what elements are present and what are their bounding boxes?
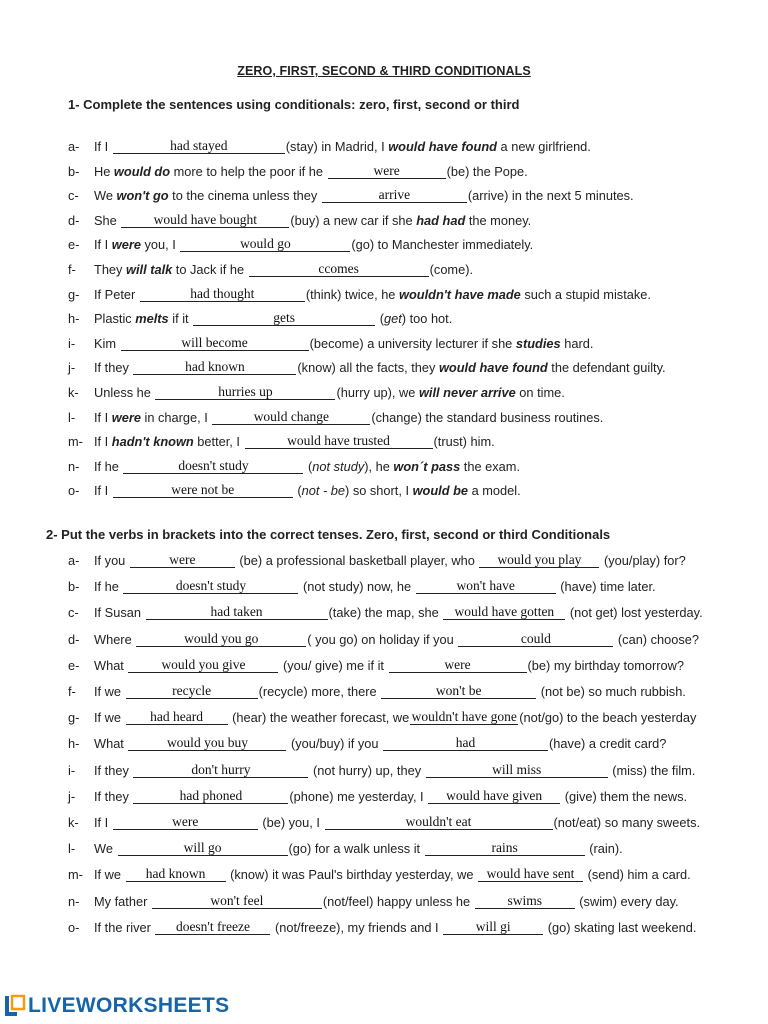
answer-blank[interactable] [136, 631, 306, 647]
sentence-text: had had [416, 212, 466, 228]
section2-sentence [68, 707, 696, 729]
answer-blank[interactable] [428, 788, 560, 804]
worksheet-title: ZERO, FIRST, SECOND & THIRD CONDITIONALS [237, 64, 531, 78]
sentence-text: (have) a credit card? [549, 736, 667, 752]
answer-blank[interactable] [245, 433, 433, 449]
answer-text: gets [273, 310, 296, 326]
answer-blank[interactable] [328, 163, 446, 179]
section1-sentence [68, 480, 521, 502]
sentence-text: if it [168, 311, 193, 327]
sentence-label: h- [68, 311, 80, 327]
section1-sentence [68, 259, 473, 281]
sentence-label: d- [68, 631, 80, 647]
sentence-label: o- [68, 919, 80, 935]
sentence-text: won´t pass [393, 458, 461, 474]
sentence-text: would be [412, 483, 469, 499]
sentence-text: a new girlfriend. [496, 139, 591, 154]
section2-sentence [68, 629, 699, 651]
section1-sentence [68, 431, 495, 453]
answer-blank[interactable] [140, 286, 305, 302]
section1-sentence [68, 161, 528, 183]
sentence-text: If they [94, 788, 133, 804]
answer-blank[interactable] [152, 893, 322, 909]
answer-text: rains [491, 840, 518, 856]
sentence-text: better, I [193, 434, 244, 450]
sentence-label: n- [68, 458, 80, 474]
answer-text: hurries up [218, 384, 273, 399]
answer-text: swims [507, 892, 542, 908]
answer-text: would have trusted [287, 433, 390, 449]
sentence-text: If they [94, 762, 133, 778]
section2-sentence [68, 733, 666, 755]
answer-text: had thought [190, 285, 255, 301]
answer-text: recycle [172, 683, 212, 698]
answer-blank[interactable] [383, 735, 548, 751]
sentence-label: k- [68, 385, 79, 400]
sentence-text: Kim [94, 335, 120, 351]
sentence-text: (give) them the news. [561, 788, 688, 804]
answer-blank[interactable] [123, 578, 298, 594]
section1-sentence [68, 382, 565, 404]
sentence-text: (be) the Pope. [446, 163, 528, 179]
answer-text: won't be [435, 683, 482, 698]
answer-text: would have bought [153, 211, 258, 227]
sentence-text: (rain). [585, 841, 623, 857]
sentence-text: won't go [116, 188, 169, 204]
answer-blank[interactable] [121, 335, 309, 351]
sentence-text: get [383, 311, 402, 327]
sentence-text: If they [94, 360, 133, 376]
sentence-text: He [94, 163, 114, 179]
sentence-text: (miss) the film. [608, 762, 696, 778]
sentence-text: ), he [364, 458, 394, 474]
sentence-text: ) so short, I [345, 483, 413, 499]
sentence-text: If we [94, 867, 125, 883]
answer-text: had stayed [170, 138, 228, 153]
sentence-text: (you/ give) me if it [279, 657, 388, 673]
section1-sentence [68, 210, 531, 232]
sentence-text: to the cinema unless they [168, 188, 321, 204]
sentence-text: If I [94, 815, 112, 830]
answer-blank[interactable] [322, 187, 467, 203]
sentence-text: a model. [468, 483, 521, 499]
sentence-text: If I [94, 237, 112, 253]
sentence-label: c- [68, 605, 79, 621]
answer-blank[interactable] [325, 814, 553, 830]
section1-sentence [68, 136, 591, 158]
answer-blank[interactable] [128, 735, 286, 751]
sentence-label: d- [68, 212, 80, 228]
answer-blank[interactable] [146, 604, 328, 620]
answer-blank[interactable] [126, 683, 258, 699]
sentence-label: m- [68, 867, 83, 883]
answer-text: wouldn't have gone [411, 709, 517, 725]
sentence-text: to Jack if he [172, 262, 248, 277]
sentence-text: you, I [140, 237, 180, 253]
sentence-text: If Susan [94, 605, 145, 621]
answer-text: would go [240, 236, 291, 252]
answer-text: would have given [446, 787, 543, 803]
sentence-text: (not/go) to the beach yesterday [519, 710, 697, 726]
sentence-text: not - be [301, 483, 346, 499]
sentence-text: If the river [94, 919, 155, 935]
sentence-label: b- [68, 163, 80, 179]
answer-text: would change [253, 408, 330, 424]
sentence-text: (go) for a walk unless it [288, 841, 424, 857]
sentence-text: (not/eat) so many sweets. [553, 815, 701, 830]
sentence-text: (become) a university lecturer if she [309, 335, 516, 351]
sentence-label: c- [68, 188, 79, 204]
sentence-text: Plastic [94, 311, 136, 327]
sentence-text: (phone) me yesterday, I [289, 788, 428, 804]
sentence-text: (send) him a card. [584, 867, 691, 883]
section1-sentence [68, 284, 651, 306]
answer-text: were [169, 552, 196, 567]
sentence-label: g- [68, 286, 80, 302]
sentence-text: (arrive) in the next 5 minutes. [467, 188, 634, 204]
sentence-text: We [94, 188, 117, 204]
answer-text: were [373, 162, 400, 178]
sentence-text: (think) twice, he [305, 286, 399, 302]
answer-blank[interactable] [193, 310, 375, 326]
answer-blank[interactable] [475, 893, 575, 909]
sentence-text: in charge, I [140, 409, 212, 425]
sentence-text: (stay) in Madrid, I [285, 139, 389, 154]
sentence-text: (go) skating last weekend. [544, 919, 697, 935]
sentence-label: a- [68, 553, 80, 568]
sentence-text: ( you go) on holiday if you [307, 631, 458, 647]
answer-blank[interactable] [113, 814, 258, 830]
sentence-text: (recycle) more, there [258, 684, 381, 699]
answer-blank[interactable] [381, 683, 536, 699]
sentence-text: If I [94, 409, 112, 425]
sentence-text: She [94, 212, 121, 228]
liveworksheets-logo[interactable] [4, 994, 229, 1018]
answer-blank[interactable] [118, 840, 288, 856]
section1-heading: 1- Complete the sentences using conditionals: zero, first, second or third [68, 97, 520, 112]
sentence-label: l- [68, 841, 76, 857]
section1-sentence [68, 333, 593, 355]
answer-text: would have sent [486, 866, 575, 882]
sentence-label: m- [68, 434, 83, 450]
sentence-text: hadn't known [111, 434, 194, 450]
answer-text: would you give [161, 656, 246, 672]
sentence-text: My father [94, 893, 151, 909]
answer-text: will miss [492, 761, 542, 777]
sentence-text: If he [94, 458, 123, 474]
answer-text: would you buy [166, 735, 248, 751]
answer-text: had taken [210, 604, 263, 620]
sentence-text: If you [94, 553, 129, 568]
answer-text: won't have [456, 578, 515, 594]
answer-text: were [444, 656, 471, 672]
sentence-text: They [94, 262, 127, 277]
section2-sentence [68, 812, 700, 834]
sentence-label: a- [68, 139, 80, 154]
answer-blank[interactable] [123, 458, 303, 474]
section1-sentence [68, 234, 533, 256]
sentence-text: (take) the map, she [328, 605, 443, 621]
sentence-label: i- [68, 335, 76, 351]
answer-text: will become [181, 334, 248, 350]
sentence-text: not study [312, 458, 365, 474]
answer-blank[interactable] [130, 552, 235, 568]
answer-text: would you go [184, 630, 259, 646]
sentence-text: would have found [438, 360, 548, 376]
sentence-text: (you/play) for? [600, 553, 686, 568]
answer-text: had [455, 735, 476, 751]
sentence-text: hard. [560, 335, 594, 351]
sentence-text: (not/freeze), my friends and I [271, 919, 443, 935]
sentence-text: If we [94, 684, 125, 699]
sentence-text: melts [135, 311, 169, 327]
sentence-text: studies [515, 335, 561, 351]
sentence-text: If I [94, 434, 112, 450]
sentence-text: the exam. [460, 458, 520, 474]
sentence-text: (hear) the weather forecast, we [228, 710, 410, 726]
liveworksheets-logo-text: LIVEWORKSHEETS [28, 994, 230, 1017]
sentence-text: ( [293, 483, 302, 499]
sentence-text: (not hurry) up, they [309, 762, 425, 778]
sentence-text: (be) my birthday tomorrow? [527, 657, 684, 673]
sentence-text: on time. [515, 385, 565, 400]
sentence-text: (be) a professional basketball player, who [235, 553, 479, 568]
sentence-label: i- [68, 762, 76, 778]
answer-text: will gi [475, 918, 511, 934]
section2-sentence [68, 655, 684, 677]
answer-text: doesn't study [175, 578, 247, 594]
section1-sentence [68, 308, 452, 330]
sentence-text: such a stupid mistake. [520, 286, 651, 302]
section2-sentence [68, 576, 656, 598]
section1-sentence [68, 357, 666, 379]
answer-text: doesn't study [178, 457, 249, 473]
sentence-text: will never arrive [418, 385, 516, 400]
answer-text: would you play [497, 552, 582, 567]
sentence-text: wouldn't have made [398, 286, 521, 302]
answer-text: doesn't freeze [175, 918, 250, 934]
answer-text: had known [145, 866, 206, 882]
answer-text: were not be [171, 482, 235, 498]
section2-sentence [68, 681, 686, 703]
sentence-label: e- [68, 237, 80, 253]
sentence-text: (not study) now, he [299, 579, 415, 595]
section2-sentence [68, 550, 686, 572]
liveworksheets-logo-icon [4, 994, 26, 1018]
answer-blank[interactable] [249, 261, 429, 277]
sentence-text: If I [94, 139, 112, 154]
sentence-text: What [94, 736, 128, 752]
section2-sentence [68, 786, 687, 808]
sentence-text: (trust) him. [433, 434, 495, 450]
sentence-text: (not be) so much rubbish. [537, 684, 686, 699]
section2-sentence [68, 891, 679, 913]
answer-blank[interactable] [126, 709, 228, 725]
sentence-label: g- [68, 710, 80, 726]
answer-blank[interactable] [389, 657, 527, 673]
answer-blank[interactable] [410, 709, 518, 725]
sentence-text: (be) you, I [258, 815, 324, 830]
answer-blank[interactable] [416, 578, 556, 594]
answer-blank[interactable] [113, 138, 285, 154]
answer-blank[interactable] [425, 840, 585, 856]
sentence-text: would do [113, 163, 171, 179]
section1-sentence [68, 456, 520, 478]
answer-text: had phoned [179, 787, 243, 803]
sentence-label: l- [68, 409, 76, 425]
sentence-text: the defendant guilty. [547, 360, 666, 376]
answer-blank[interactable] [113, 482, 293, 498]
sentence-text: were [111, 409, 141, 425]
answer-text: would have gotten [454, 604, 555, 620]
sentence-text: We [94, 841, 117, 857]
sentence-label: f- [68, 684, 76, 699]
sentence-text: would have found [388, 139, 497, 154]
sentence-text: (have) time later. [556, 579, 656, 595]
sentence-text: If Peter [94, 286, 139, 302]
sentence-text: If we [94, 710, 125, 726]
answer-blank[interactable] [212, 409, 370, 425]
sentence-text: will talk [126, 262, 173, 277]
sentence-text: (go) to Manchester immediately. [351, 237, 534, 253]
sentence-label: k- [68, 815, 79, 830]
answer-text: don't hurry [191, 761, 251, 777]
answer-text: ccomes [318, 261, 359, 276]
answer-blank[interactable] [458, 631, 613, 647]
answer-blank[interactable] [478, 866, 583, 882]
answer-blank[interactable] [479, 552, 599, 568]
section2-sentence [68, 602, 703, 624]
sentence-label: j- [68, 360, 76, 376]
section1-sentence [68, 407, 603, 429]
sentence-text: the money. [465, 212, 532, 228]
sentence-label: n- [68, 893, 80, 909]
sentence-label: f- [68, 262, 76, 277]
sentence-text: (swim) every day. [575, 893, 679, 909]
answer-text: had known [185, 359, 245, 375]
sentence-label: h- [68, 736, 80, 752]
sentence-label: o- [68, 483, 80, 499]
section2-sentence [68, 838, 623, 860]
sentence-text: (know) all the facts, they [297, 360, 439, 376]
sentence-text: What [94, 657, 128, 673]
section2-sentence [68, 917, 696, 939]
sentence-text: (buy) a new car if she [290, 212, 417, 228]
answer-blank[interactable] [443, 919, 543, 935]
answer-blank[interactable] [155, 384, 335, 400]
answer-text: won't feel [210, 892, 264, 908]
answer-blank[interactable] [155, 919, 270, 935]
answer-blank[interactable] [133, 762, 308, 778]
answer-text: had heard [150, 709, 204, 725]
sentence-text: (change) the standard business routines. [371, 409, 604, 425]
answer-blank[interactable] [180, 236, 350, 252]
sentence-text: (know) it was Paul's birthday yesterday, we [226, 867, 478, 883]
sentence-text: ( [304, 458, 313, 474]
sentence-text: If I [94, 483, 112, 499]
sentence-label: j- [68, 788, 76, 804]
section2-heading: 2- Put the verbs in brackets into the correct tenses. Zero, first, second or third Conditionals [46, 527, 611, 542]
sentence-text: were [111, 237, 141, 253]
answer-blank[interactable] [443, 604, 565, 620]
sentence-text: (come). [429, 262, 474, 277]
sentence-text: more to help the poor if he [170, 163, 327, 179]
section2-sentence [68, 760, 695, 782]
sentence-text: (can) choose? [614, 631, 700, 647]
sentence-label: b- [68, 579, 80, 595]
answer-text: will go [183, 840, 222, 856]
sentence-text: (you/buy) if you [287, 736, 383, 752]
sentence-label: e- [68, 657, 80, 673]
sentence-text: (hurry up), we [336, 385, 419, 400]
sentence-text: Where [94, 631, 136, 647]
answer-blank[interactable] [121, 212, 289, 228]
answer-blank[interactable] [426, 762, 608, 778]
answer-text: could [520, 630, 551, 646]
section1-sentence [68, 185, 634, 207]
sentence-text: (not/feel) happy unless he [322, 893, 474, 909]
answer-text: were [172, 814, 199, 829]
sentence-text: ) too hot. [401, 311, 453, 327]
answer-blank[interactable] [128, 657, 278, 673]
answer-blank[interactable] [126, 866, 226, 882]
sentence-text: If he [94, 579, 123, 595]
sentence-text: Unless he [94, 385, 155, 400]
sentence-text: (not get) lost yesterday. [566, 605, 703, 621]
answer-text: arrive [378, 187, 411, 203]
answer-blank[interactable] [133, 359, 296, 375]
section2-sentence [68, 864, 691, 886]
sentence-text: ( [376, 311, 384, 327]
answer-text: wouldn't eat [405, 814, 472, 829]
answer-blank[interactable] [133, 788, 288, 804]
